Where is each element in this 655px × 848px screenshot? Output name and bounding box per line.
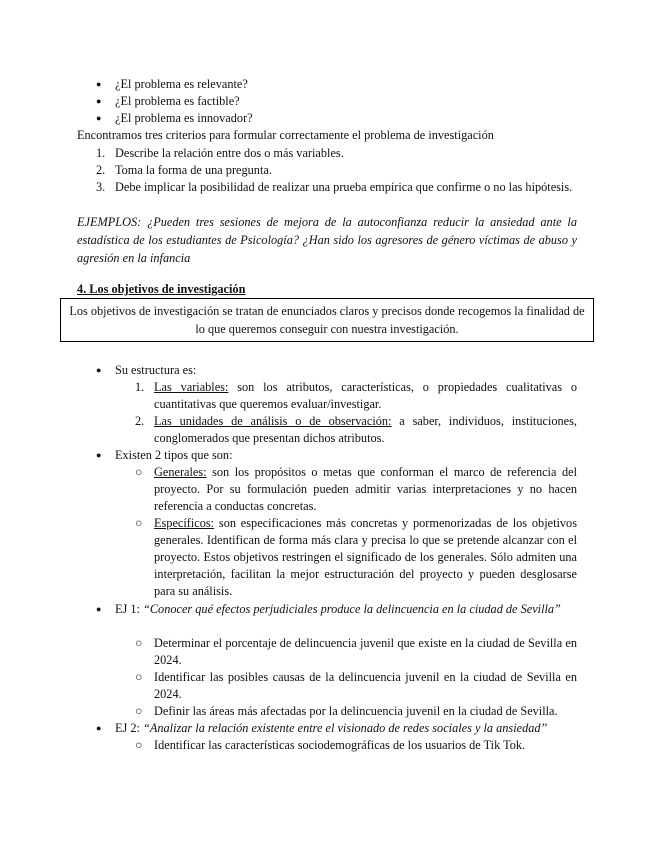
example-2: [115, 720, 547, 737]
circle-bullet-icon: ○: [135, 516, 143, 530]
bullet-dot: ●: [96, 79, 102, 89]
bullet-dot: ●: [96, 604, 102, 614]
example-item: Identificar las características sociodemográficas de los usuarios de Tik Tok.: [154, 738, 526, 752]
term: Específicos:: [154, 516, 215, 530]
bullet-dot: ●: [96, 96, 102, 106]
types-label: Existen 2 tipos que son:: [115, 448, 233, 462]
structure-label: Su estructura es:: [115, 363, 197, 377]
bullet-dot: ●: [96, 113, 102, 123]
list-number: 1.: [96, 146, 106, 160]
examples-paragraph: [77, 213, 577, 267]
example-1: [115, 601, 577, 618]
structure-item-text: a saber, individuos, instituciones, conglomerados que presentan dichos atributos.: [154, 414, 577, 445]
structure-item: [154, 413, 577, 447]
example-quote: “Conocer qué efectos perjudiciales produce la delincuencia en la ciudad de Sevilla”: [143, 602, 561, 616]
list-number: 2.: [96, 163, 106, 177]
list-number: 3.: [96, 180, 106, 194]
structure-item-text: son los atributos, características, o propiedades cualitativas o cuantitativas que queremos evaluar/investigar.: [154, 380, 577, 411]
definition-box: Los objetivos de investigación se tratan de enunciados claros y precisos donde recogemos la finalidad de lo que queremos conseguir con nuestra investigación.: [60, 298, 594, 342]
examples-text: ¿Pueden tres sesiones de mejora de la autoconfianza reducir la ansiedad ante la estadística de los estudiantes de Psicología? ¿Han sido los agresores de género víctimas de abuso y agresión en la infancia: [77, 215, 577, 265]
criteria-intro: Encontramos tres criterios para formular correctamente el problema de investigación: [77, 128, 494, 142]
criteria-item: Describe la relación entre dos o más variables.: [115, 146, 344, 160]
criteria-item: Toma la forma de una pregunta.: [115, 163, 272, 177]
bullet-dot: ●: [96, 723, 102, 733]
term: Las unidades de análisis o de observación:: [154, 414, 392, 428]
examples-label: EJEMPLOS:: [77, 215, 142, 229]
criteria-item: Debe implicar la posibilidad de realizar una prueba empírica que confirme o no las hipótesis.: [115, 180, 573, 194]
bullet-dot: ●: [96, 450, 102, 460]
criteria-question: ¿El problema es factible?: [115, 94, 240, 108]
circle-bullet-icon: ○: [135, 670, 143, 684]
circle-bullet-icon: ○: [135, 738, 143, 752]
list-number: 2.: [135, 414, 145, 428]
example-item: Determinar el porcentaje de delincuencia juvenil que existe en la ciudad de Sevilla en 2024.: [154, 636, 577, 667]
circle-bullet-icon: ○: [135, 704, 143, 718]
section-title: 4. Los objetivos de investigación: [77, 282, 246, 296]
structure-item: [154, 379, 577, 413]
example-quote: “Analizar la relación existente entre el visionado de redes sociales y la ansiedad”: [143, 721, 548, 735]
bullet-dot: ●: [96, 365, 102, 375]
example-label: EJ 2:: [115, 721, 140, 735]
circle-bullet-icon: ○: [135, 636, 143, 650]
type-item: [154, 515, 577, 600]
type-item: [154, 464, 577, 515]
term: Las variables:: [154, 380, 229, 394]
circle-bullet-icon: ○: [135, 465, 143, 479]
example-label: EJ 1:: [115, 602, 140, 616]
criteria-question: ¿El problema es innovador?: [115, 111, 253, 125]
example-item: Identificar las posibles causas de la delincuencia juvenil en la ciudad de Sevilla en 2024.: [154, 670, 577, 701]
type-item-text: son especificaciones más concretas y pormenorizadas de los objetivos generales. Identifican de forma más clara y precisa lo que se pretende alcanzar con el proyecto. Estos objetivos restringen el significado de los generales. Sólo admiten una interpretación, facilitan la mejor estructuración del proyecto y pueden desglosarse para su análisis.: [154, 516, 577, 598]
type-item-text: son los propósitos o metas que conforman el marco de referencia del proyecto. Por su formulación pueden admitir varias interpretaciones y no hacen referencia a conductas concretas.: [154, 465, 577, 513]
list-number: 1.: [135, 380, 145, 394]
criteria-question: ¿El problema es relevante?: [115, 77, 248, 91]
example-item: Definir las áreas más afectadas por la delincuencia juvenil en la ciudad de Sevilla.: [154, 704, 558, 718]
term: Generales:: [154, 465, 207, 479]
